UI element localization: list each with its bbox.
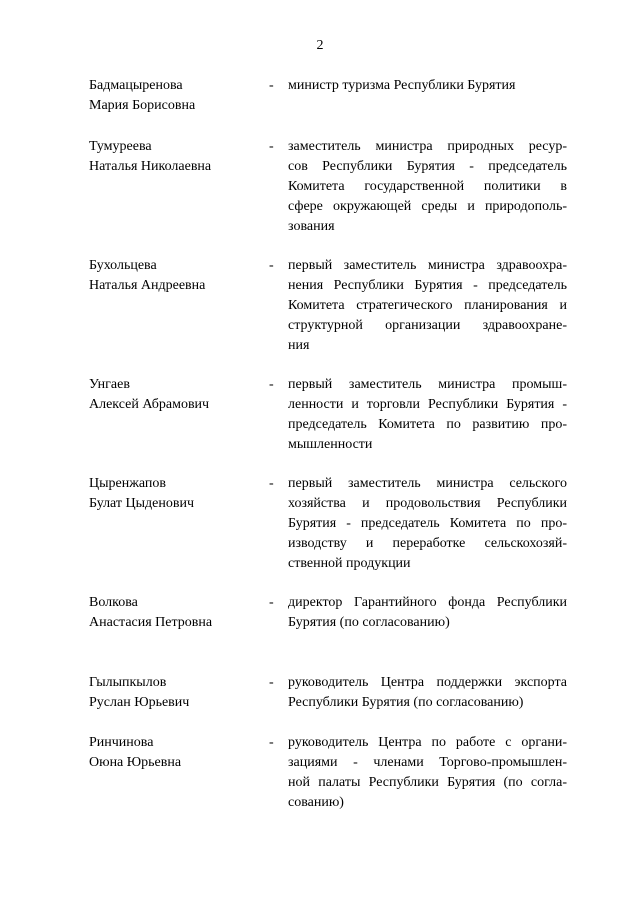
member-surname: Волкова (89, 595, 138, 610)
position-line: заместитель министра природных ресур- (288, 139, 567, 154)
position-line: руководитель Центра поддержки экспорта (288, 675, 567, 690)
member-name (89, 733, 269, 773)
separator-dash: - (269, 735, 274, 750)
position-line: мышленности (288, 437, 373, 452)
member-given-names: Анастасия Петровна (89, 615, 213, 630)
position-line: зациями - членами Торгово-промышлен- (288, 755, 567, 770)
position-line: министр туризма Республики Бурятия (288, 78, 516, 93)
position-line: сов Республики Бурятия - председатель (288, 159, 567, 174)
member-surname: Унгаев (89, 377, 130, 392)
member-given-names: Алексей Абрамович (89, 397, 210, 412)
position-line: ственной продукции (288, 556, 411, 571)
member-position (288, 76, 567, 96)
position-line: Комитета государственной политики в (288, 179, 567, 194)
member-position (288, 474, 567, 574)
member-position (288, 375, 567, 455)
separator-dash: - (269, 377, 274, 392)
position-line: Бурятия (по согласованию) (288, 615, 450, 630)
member-surname: Тумуреева (89, 139, 152, 154)
position-line: первый заместитель министра здравоохра- (288, 258, 567, 273)
member-surname: Гылыпкылов (89, 675, 167, 690)
member-surname: Бухольцева (89, 258, 157, 273)
position-line: нения Республики Бурятия - председатель (288, 278, 567, 293)
member-position (288, 733, 567, 813)
member-given-names: Наталья Николаевна (89, 159, 212, 174)
member-name (89, 375, 269, 415)
position-line: Комитета стратегического планирования и (288, 298, 567, 313)
position-line: руководитель Центра по работе с органи- (288, 735, 567, 750)
position-line: Республики Бурятия (по согласованию) (288, 695, 524, 710)
member-given-names: Булат Цыденович (89, 496, 195, 511)
separator-dash: - (269, 476, 274, 491)
member-given-names: Руслан Юрьевич (89, 695, 190, 710)
position-line: директор Гарантийного фонда Республики (288, 595, 567, 610)
position-line: структурной организации здравоохране- (288, 318, 567, 333)
member-name (89, 256, 269, 296)
separator-dash: - (269, 139, 274, 154)
position-line: Бурятия - председатель Комитета по про- (288, 516, 567, 531)
position-line: первый заместитель министра сельского (288, 476, 567, 491)
position-line: зования (288, 219, 335, 234)
member-surname: Ринчинова (89, 735, 154, 750)
member-position (288, 256, 567, 356)
position-line: сфере окружающей среды и природополь- (288, 199, 567, 214)
page-number: 2 (316, 38, 324, 53)
separator-dash: - (269, 78, 274, 93)
member-name (89, 76, 269, 116)
separator-dash: - (269, 675, 274, 690)
member-given-names: Оюна Юрьевна (89, 755, 182, 770)
member-name (89, 137, 269, 177)
position-line: изводству и переработке сельскохозяй- (288, 536, 567, 551)
position-line: сованию) (288, 795, 344, 810)
separator-dash: - (269, 595, 274, 610)
member-surname: Бадмацыренова (89, 78, 183, 93)
position-line: ния (288, 338, 310, 353)
position-line: ленности и торговли Республики Бурятия - (288, 397, 567, 412)
member-name (89, 593, 269, 633)
member-given-names: Наталья Андреевна (89, 278, 206, 293)
member-name (89, 474, 269, 514)
position-line: ной палаты Республики Бурятия (по согла- (288, 775, 567, 790)
position-line: председатель Комитета по развитию про- (288, 417, 567, 432)
member-position (288, 137, 567, 237)
member-given-names: Мария Борисовна (89, 98, 196, 113)
separator-dash: - (269, 258, 274, 273)
member-position (288, 673, 567, 713)
position-line: хозяйства и продовольствия Республики (288, 496, 567, 511)
member-position (288, 593, 567, 633)
member-surname: Цыренжапов (89, 476, 167, 491)
member-name (89, 673, 269, 713)
position-line: первый заместитель министра промыш- (288, 377, 567, 392)
